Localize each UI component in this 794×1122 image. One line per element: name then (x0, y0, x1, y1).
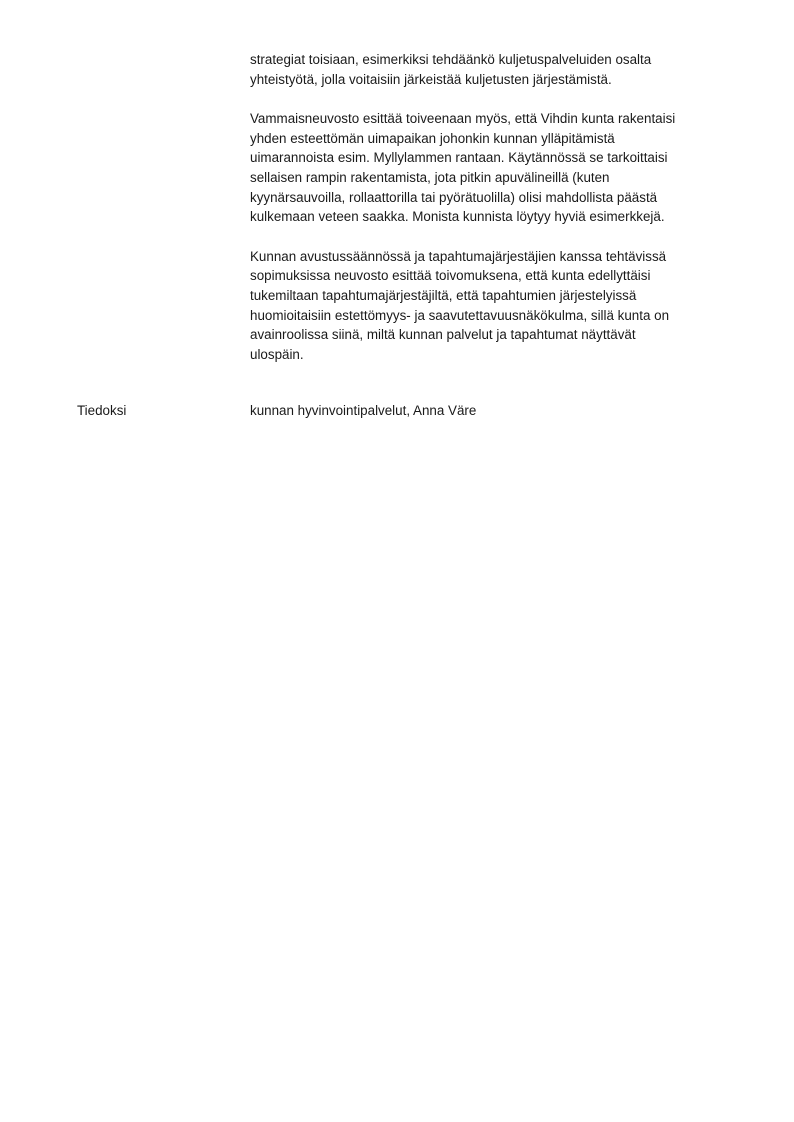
text-line: Kunnan avustussäännössä ja tapahtumajärjestäjien kanssa tehtävissä (250, 248, 667, 264)
paragraph-transport-cooperation (250, 50, 730, 89)
text-line: avainroolissa siinä, miltä kunnan palvelut ja tapahtumat näyttävät (250, 327, 636, 343)
tiedoksi-value: kunnan hyvinvointipalvelut, Anna Väre (250, 403, 477, 418)
paragraph-accessible-swimming (250, 109, 730, 227)
text-line: Vammaisneuvosto esittää toiveenaan myös, että Vihdin kunta rakentaisi (250, 111, 676, 127)
text-line: kulkemaan veteen saakka. Monista kunnista löytyy hyviä esimerkkejä. (250, 209, 665, 225)
text-line: sellaisen rampin rakentamista, jota pitkin apuvälineillä (kuten (250, 169, 610, 185)
text-line: sopimuksissa neuvosto esittää toivomuksena, että kunta edellyttäisi (250, 268, 651, 284)
text-line: yhden esteettömän uimapaikan johonkin kunnan ylläpitämistä (250, 130, 615, 146)
text-line: tukemiltaan tapahtumajärjestäjiltä, että tapahtumien järjestelyissä (250, 287, 637, 303)
text-line: uimarannoista esim. Myllylammen rantaan. Käytännössä se tarkoittaisi (250, 150, 668, 166)
text-line: ulospäin. (250, 346, 304, 362)
text-line: huomioitaisiin estettömyys- ja saavutettavuusnäkökulma, sillä kunta on (250, 307, 670, 323)
text-line: kyynärsauvoilla, rollaattorilla tai pyörätuolilla) olisi mahdollista päästä (250, 189, 658, 205)
tiedoksi-label: Tiedoksi (77, 403, 127, 418)
text-line: yhteistyötä, jolla voitaisiin järkeistää kuljetusten järjestämistä. (250, 71, 612, 87)
paragraph-event-accessibility (250, 247, 730, 365)
text-line: strategiat toisiaan, esimerkiksi tehdäänkö kuljetuspalveluiden osalta (250, 52, 652, 67)
body-text-column (250, 50, 730, 384)
